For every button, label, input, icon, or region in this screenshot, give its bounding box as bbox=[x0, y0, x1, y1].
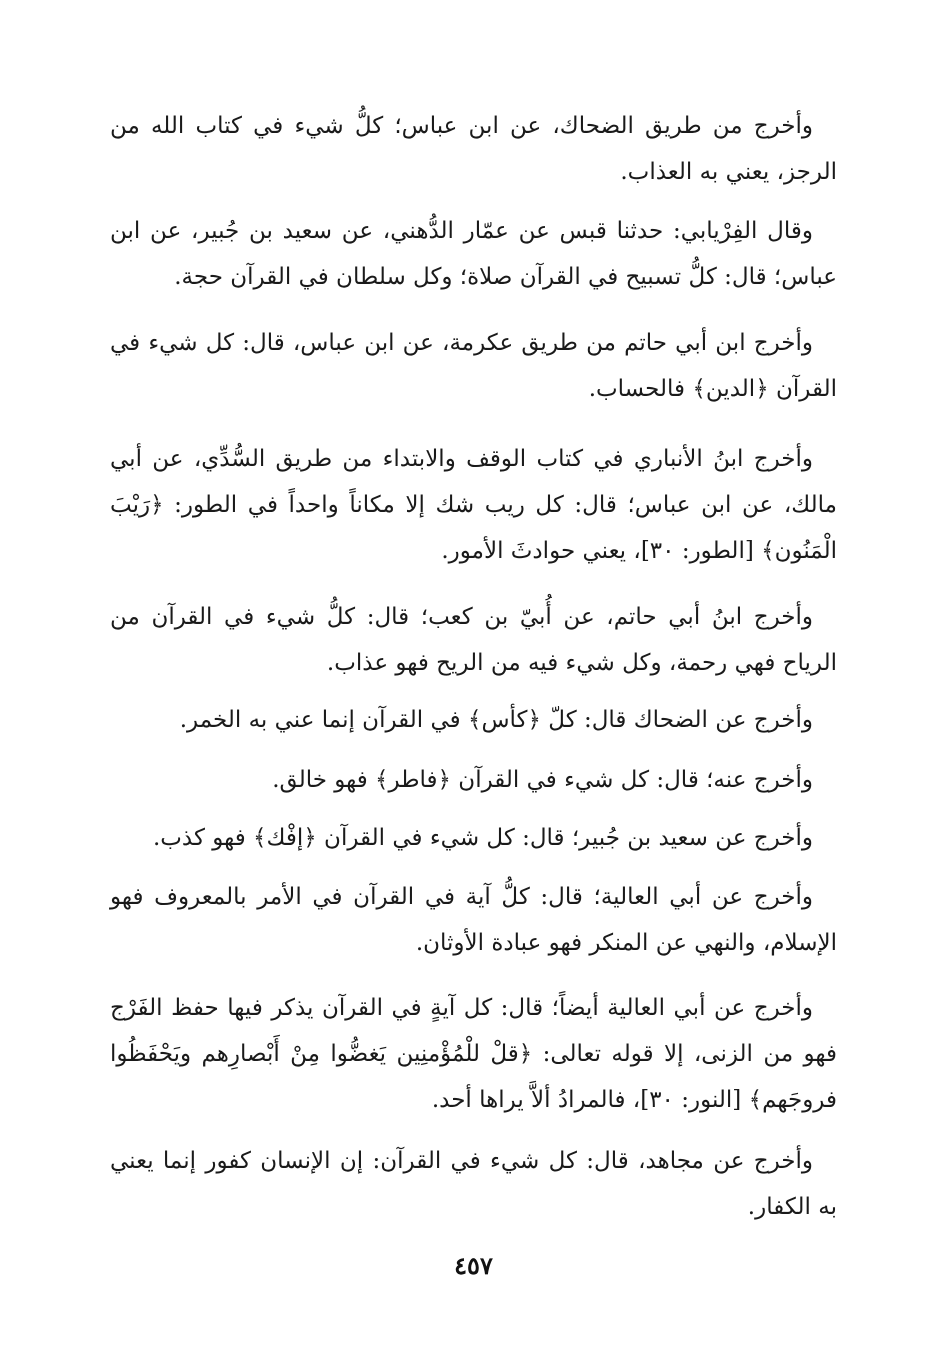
paragraph-block-1 bbox=[110, 103, 837, 195]
paragraph-block-3 bbox=[110, 320, 837, 412]
paragraph: وأخرج عن مجاهد، قال: كل شيء في القرآن: إن الإنسان كفور إنما يعني به الكفار. bbox=[110, 1148, 837, 1220]
paragraph: وأخرج ابنُ أبي حاتم، عن أُبيّ بن كعب؛ قال: كلُّ شيء في القرآن من الرياح فهي رحمة، وكل شيء فيه من الريح فهو عذاب. bbox=[110, 604, 837, 676]
paragraph-block-10 bbox=[110, 985, 837, 1123]
paragraph-block-9 bbox=[110, 874, 837, 966]
paragraph: وأخرج عن أبي العالية أيضاً؛ قال: كل آيةٍ في القرآن يذكر فيها حفظ الفَرْج فهو من الزنى، إلا قوله تعالى: ﴿قلْ للْمُؤْمنِين يَغضُّوا مِنْ أَبْصارِهم ويَحْفَظُوا فروجَهم﴾ [النور: ٣٠]، فالمرادُ ألاَّ يراها أحد. bbox=[110, 995, 837, 1113]
paragraph-block-4 bbox=[110, 436, 837, 574]
page-number: ٤٥٧ bbox=[454, 1251, 493, 1280]
paragraph: وأخرج ابن أبي حاتم من طريق عكرمة، عن ابن عباس، قال: كل شيء في القرآن ﴿الدين﴾ فالحساب. bbox=[110, 330, 837, 402]
paragraph-block-11 bbox=[110, 1138, 837, 1230]
paragraph: وقال الفِرْيابي: حدثنا قبس عن عمّار الدُّهني، عن سعيد بن جُبير، عن ابن عباس؛ قال: كلُّ تسبيح في القرآن صلاة؛ وكل سلطان في القرآن حجة. bbox=[110, 218, 837, 290]
paragraph-block-8 bbox=[110, 815, 837, 861]
paragraph: وأخرج عن الضحاك قال: كلّ ﴿كأس﴾ في القرآن إنما عني به الخمر. bbox=[179, 707, 813, 733]
paragraph: وأخرج عن أبي العالية؛ قال: كلُّ آية في القرآن في الأمر بالمعروف فهو الإسلام، والنهي عن المنكر فهو عبادة الأوثان. bbox=[110, 884, 837, 956]
paragraph: وأخرج عنه؛ قال: كل شيء في القرآن ﴿فاطر﴾ فهو خالق. bbox=[272, 767, 813, 793]
paragraph-block-5 bbox=[110, 594, 837, 686]
paragraph: وأخرج عن سعيد بن جُبير؛ قال: كل شيء في القرآن ﴿إفْك﴾ فهو كذب. bbox=[152, 825, 813, 851]
paragraph: وأخرج ابنُ الأنباري في كتاب الوقف والابتداء من طريق السُّدِّي، عن أبي مالك، عن ابن عباس؛ قال: كل ريب شك إلا مكاناً واحداً في الطور: ﴿رَيْبَ الْمَنُون﴾ [الطور: ٣٠]، يعني حوادثَ الأمور. bbox=[110, 446, 837, 564]
paragraph: وأخرج من طريق الضحاك، عن ابن عباس؛ كلُّ شيء في كتاب الله من الرجز، يعني به العذاب. bbox=[110, 113, 837, 185]
paragraph-block-2 bbox=[110, 208, 837, 300]
paragraph-block-6 bbox=[110, 697, 837, 743]
paragraph-block-7 bbox=[110, 757, 837, 803]
